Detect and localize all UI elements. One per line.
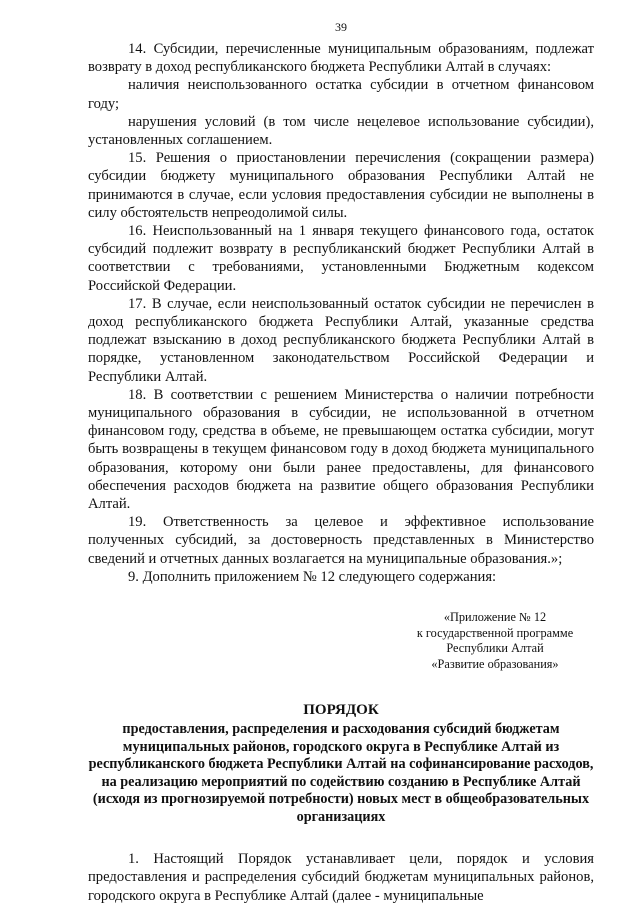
page-number: 39 bbox=[335, 20, 347, 34]
appendix-line-2: к государственной программе bbox=[416, 625, 574, 640]
paragraph-9: 9. Дополнить приложением № 12 следующего содержания: bbox=[128, 568, 497, 585]
paragraph-14-item-2: нарушения условий (в том числе нецелевое использование субсидии), установленных соглашением. bbox=[88, 113, 594, 149]
document-subtitle: предоставления, распределения и расходования субсидий бюджетам муниципальных районов, городского округа в Республике Алтай из республиканского бюджета Республики Алтай на софинансирование расходов, на реализацию мероприятий по содействию созданию в Республике Алтай (исходя из прогнозируемой потребности) новых мест в общеобразовательных организациях bbox=[88, 721, 594, 825]
paragraph-1: 1. Настоящий Порядок устанавливает цели, порядок и условия предоставления и распределения субсидий бюджетам муниципальных районов, городского округа в Республике Алтай (далее - муниципальные bbox=[88, 851, 594, 904]
appendix-line-3: Республики Алтай bbox=[446, 641, 544, 656]
paragraph-17: 17. В случае, если неиспользованный остаток субсидии не перечислен в доход республиканского бюджета Республики Алтай, указанные средства подлежат взысканию в доход республиканского бюджета Республики Алтай в порядке, установленном законодательством Российской Федерации и Республики Алтай. bbox=[88, 295, 594, 385]
paragraph-18: 18. В соответствии с решением Министерства о наличии потребности муниципального образования в субсидии, не использованной в отчетном финансовом году, средства в объеме, не превышающем остатка субсидии, могут быть возвращены в текущем финансовом году в доход бюджета муниципального образования, которому они были ранее предоставлены, для финансового обеспечения расходов бюджета на развитие общего образования Республики Алтай. bbox=[88, 386, 594, 513]
appendix-line-1: «Приложение № 12 bbox=[443, 610, 547, 625]
appendix-header bbox=[88, 610, 594, 672]
paragraph-14: 14. Субсидии, перечисленные муниципальным образованиям, подлежат возврату в доход республиканского бюджета Республики Алтай в случаях: bbox=[88, 41, 594, 76]
paragraph-15: 15. Решения о приостановлении перечисления (сокращении размера) субсидии бюджету муниципального образования Республики Алтай не принимаются в случае, если условия предоставления субсидии не выполнены в силу обстоятельств непреодолимой силы. bbox=[88, 150, 594, 221]
paragraph-19: 19. Ответственность за целевое и эффективное использование полученных субсидий, за достоверность представленных в Министерство сведений и отчетных данных возлагается на муниципальные образования.»; bbox=[88, 514, 594, 567]
document-title: ПОРЯДОК bbox=[303, 702, 379, 719]
appendix-line-4: «Развитие образования» bbox=[431, 656, 559, 671]
paragraph-16: 16. Неиспользованный на 1 января текущего финансового года, остаток субсидий подлежит возврату в республиканский бюджет Республики Алтай в соответствии с требованиями, установленными Бюджетным кодексом Российской Федерации. bbox=[88, 223, 594, 294]
paragraph-14-item-1: наличия неиспользованного остатка субсидии в отчетном финансовом году; bbox=[88, 77, 594, 112]
